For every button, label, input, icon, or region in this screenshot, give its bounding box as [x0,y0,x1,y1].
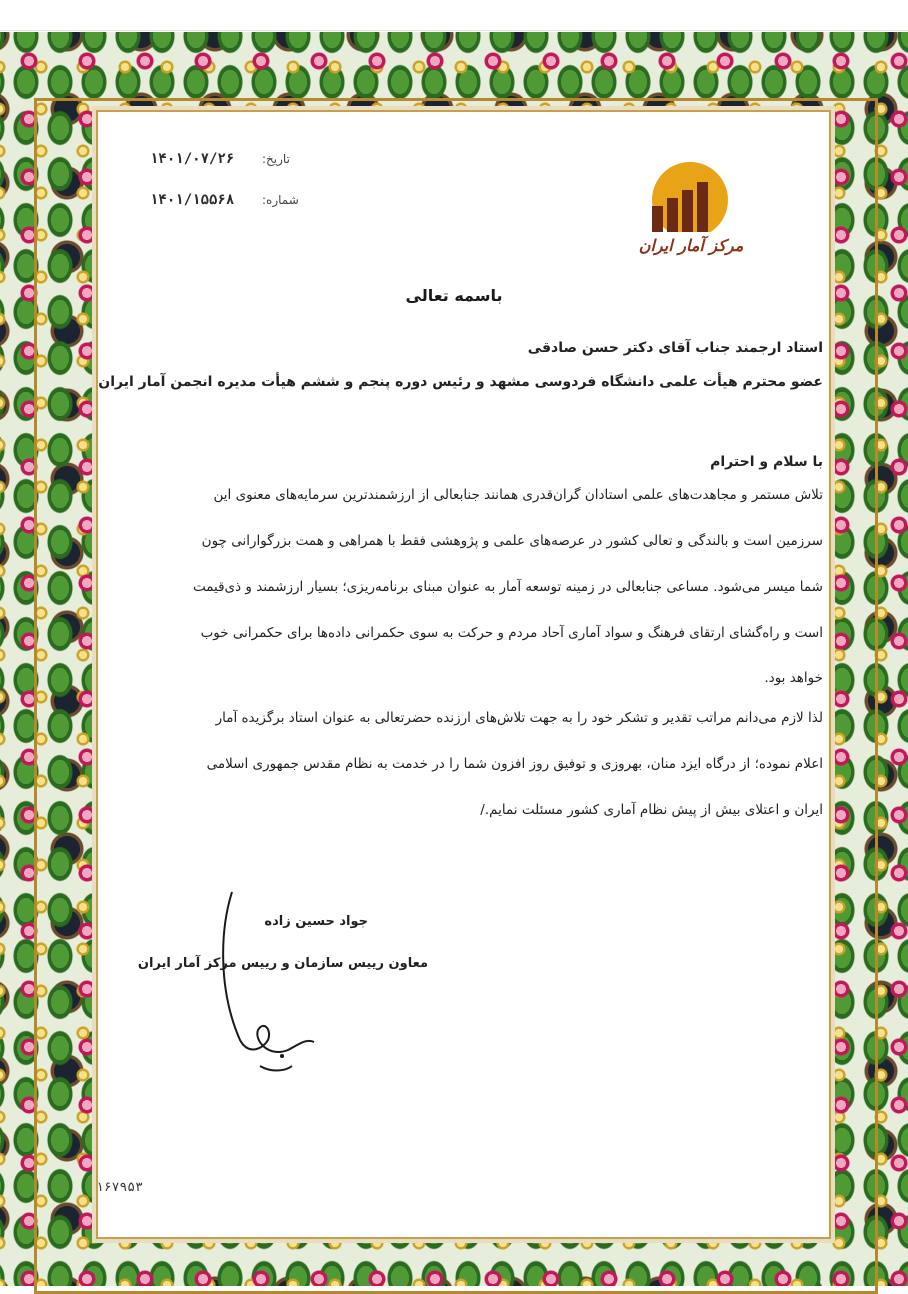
recipient-line-2: عضو محترم هیأت علمی دانشگاه فردوسی مشهد و رئیس دوره پنجم و ششم هیأت مدیره انجمن آمار ایران [98,374,823,390]
bar-chart-sun-icon [640,160,740,240]
body-line: است و راه‌گشای ارتقای فرهنگ و سواد آماری آحاد مردم و حرکت به سوی حکمرانی داده‌ها برای حکمرانی خوب [200,625,823,641]
viewer-top-bar [0,0,908,31]
body-line: خواهد بود. [764,670,823,686]
page-title: باسمه تعالی [405,286,503,305]
logo-text: مرکز آمار ایران [638,236,744,255]
date-label: تاریخ: [262,152,290,166]
number-value: ۱۴۰۱/۱۵۵۶۸ [150,192,235,208]
number-label: شماره: [262,193,299,207]
body-line: سرزمین است و بالندگی و تعالی کشور در عرصه‌های علمی و پژوهشی فقط با همراهی و همت بزرگوارانی چون [201,533,823,549]
body-line: اعلام نموده؛ از درگاه ایزد منان، بهروزی و توفیق روز افزون شما را در خدمت به نظام مقدس جمهوری اسلامی [206,756,823,772]
handwritten-signature [210,880,340,1100]
body-line: ایران و اعتلای بیش از پیش نظام آماری کشور مسئلت نمایم./ [480,802,823,818]
body-line: لذا لازم می‌دانم مراتب تقدیر و تشکر خود را به جهت تلاش‌های ارزنده حضرتعالی به عنوان استاد برگزیده آمار [215,710,823,726]
body-line: شما میسر می‌شود. مساعی جنابعالی در زمینه توسعه آمار به عنوان مبنای برنامه‌ریزی؛ بسیار ارزشمند و ذی‌قیمت [192,579,823,595]
signatory-title: معاون رییس سازمان و رییس مرکز آمار ایران [137,956,428,971]
signatory-name: جواد حسین زاده [264,914,368,929]
date-value: ۱۴۰۱/۰۷/۲۶ [150,151,235,167]
recipient-line-1: استاد ارجمند جناب آقای دکتر حسن صادقی [527,340,823,356]
body-line: تلاش مستمر و مجاهدت‌های علمی استادان گران‌قدری همانند جنابعالی از ارزشمندترین سرمایه‌های معنوی این [213,487,823,503]
document-code: ۱۶۷۹۵۳ [96,1180,143,1195]
greeting: با سلام و احترام [710,454,823,470]
